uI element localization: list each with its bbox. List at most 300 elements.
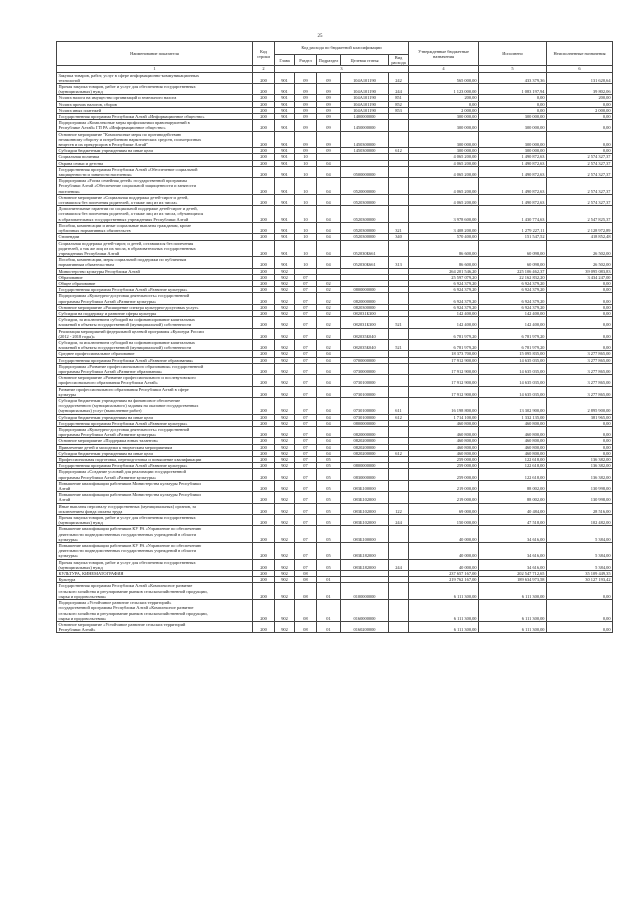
approved-amount-cell: 1 714 100,00 (409, 414, 479, 420)
approved-amount-cell: 86 600,00 (409, 257, 479, 268)
section-cell: 10 (295, 178, 317, 195)
line-code-cell: 200 (253, 317, 275, 328)
indicator-name-line: Социальная политика (58, 154, 100, 160)
subsection-cell: 05 (317, 480, 341, 491)
indicator-name-line: Республики Алтай» (58, 627, 96, 633)
line-code-cell: 200 (253, 274, 275, 280)
executed-amount-cell: 60 098,00 (479, 257, 547, 268)
indicator-name-line: Реализация мероприятий федеральной целевой программы «Культура России (58, 328, 204, 334)
indicator-name-line: государственного (муниципального) задания на оказание государственных (58, 403, 199, 409)
unexecuted-amount-cell: 136 382,00 (547, 457, 613, 463)
chapter-cell: 902 (275, 559, 295, 570)
table-row (57, 131, 613, 148)
approved-amount-cell: 259 000,00 (409, 457, 479, 463)
executed-amount-cell: 1 332 135,00 (479, 414, 547, 420)
unexecuted-amount-cell: 2 895 900,00 (547, 397, 613, 414)
target-item-cell: 0730100000 (341, 397, 389, 414)
indicator-name-line: Стипендии (58, 234, 80, 240)
unexecuted-amount-cell: 0,00 (547, 339, 613, 350)
executed-amount-cell: 15 095 835,00 (479, 351, 547, 357)
expense-type-cell (389, 600, 409, 622)
section-cell: 10 (295, 166, 317, 177)
indicator-name-cell (57, 293, 253, 304)
executed-amount-cell: 300 000,00 (479, 148, 547, 154)
indicator-name-line: в образовательных государственных учреждениях Республики Алтай (58, 216, 189, 222)
indicator-name-line: Алтай (58, 497, 71, 503)
executed-amount-cell: 122 618,00 (479, 457, 547, 463)
line-code-cell: 200 (253, 160, 275, 166)
subsection-cell: 05 (317, 503, 341, 514)
indicator-name-cell (57, 178, 253, 195)
chapter-cell: 901 (275, 84, 295, 95)
subsection-cell: 05 (317, 559, 341, 570)
report-body (57, 72, 613, 633)
chapter-cell: 902 (275, 397, 295, 414)
target-item-cell: 1450000000 (341, 120, 389, 131)
unexecuted-amount-cell: 2 574 327,37 (547, 154, 613, 160)
target-item-cell: 104A101190 (341, 101, 389, 107)
indicator-name-line: Среднее профессиональное образование (58, 351, 135, 357)
indicator-name-cell (57, 166, 253, 177)
indicator-name-line: Основное мероприятие «Развитие профессионального и послевузовского (58, 375, 196, 381)
table-row (57, 293, 613, 304)
section-cell: 07 (295, 304, 317, 310)
subsection-cell: 04 (317, 234, 341, 240)
target-item-cell: 0820200000 (341, 444, 389, 450)
chapter-cell: 901 (275, 131, 295, 148)
expense-type-cell (389, 543, 409, 560)
chapter-cell: 902 (275, 621, 295, 632)
indicator-name-line: Пособия, компенсации и иные социальные выплаты гражданам, кроме (58, 222, 191, 228)
indicator-name-line: публичных нормативных обязательств (58, 228, 131, 234)
executed-amount-cell: 6 111 300,00 (479, 583, 547, 600)
executed-amount-cell: 34 616,00 (479, 543, 547, 560)
executed-amount-cell: 6 111 300,00 (479, 621, 547, 632)
chapter-cell: 901 (275, 120, 295, 131)
executed-amount-cell: 142 400,00 (479, 310, 547, 316)
approved-amount-cell: 6 924 379,20 (409, 293, 479, 304)
target-item-cell: 082031Б300 (341, 317, 389, 328)
subsection-cell: 01 (317, 600, 341, 622)
line-code-cell: 200 (253, 438, 275, 444)
approved-amount-cell: 86 600,00 (409, 240, 479, 257)
subsection-cell: 09 (317, 101, 341, 107)
indicator-name-line: Государственная программа Республики Алтай «Обеспечение социальной (58, 166, 198, 172)
executed-amount-cell: 40 484,00 (479, 503, 547, 514)
section-cell: 07 (295, 457, 317, 463)
target-item-cell: 0820000000 (341, 427, 389, 438)
unexecuted-amount-cell: 2 574 327,37 (547, 194, 613, 205)
table-row (57, 84, 613, 95)
indicator-name-line: Повышение квалификации работников Министерства культуры Республики (58, 492, 201, 498)
section-cell: 07 (295, 274, 317, 280)
subsection-cell: 04 (317, 357, 341, 363)
executed-amount-cell: 1 490 872,63 (479, 194, 547, 205)
table-row (57, 543, 613, 560)
section-cell: 09 (295, 107, 317, 113)
subsection-cell: 04 (317, 427, 341, 438)
approved-amount-cell: 6 924 379,20 (409, 287, 479, 293)
section-cell: 07 (295, 397, 317, 414)
table-row (57, 600, 613, 622)
line-code-cell: 200 (253, 287, 275, 293)
subsection-cell: 02 (317, 293, 341, 304)
indicator-name-line: культуры (58, 391, 76, 397)
unexecuted-amount-cell: 2 574 327,37 (547, 160, 613, 166)
target-item-cell: 0800000000 (341, 287, 389, 293)
expense-type-cell (389, 469, 409, 480)
expense-type-cell (389, 375, 409, 386)
target-item-cell: 082031Б300 (341, 310, 389, 316)
expense-type-cell: 612 (389, 148, 409, 154)
expense-type-cell (389, 480, 409, 491)
subsection-cell: 04 (317, 240, 341, 257)
line-code-cell: 200 (253, 503, 275, 514)
approved-amount-cell: 6 111 300,00 (409, 621, 479, 632)
indicator-name-line: Основное мероприятие «Социальная поддержка детей-сирот и детей, (58, 194, 189, 200)
unexecuted-amount-cell: 2 000,00 (547, 107, 613, 113)
unexecuted-amount-cell: 26 502,00 (547, 240, 613, 257)
chapter-cell: 902 (275, 310, 295, 316)
subsection-cell: 02 (317, 328, 341, 339)
line-code-cell: 200 (253, 328, 275, 339)
line-code-cell: 200 (253, 427, 275, 438)
unexecuted-amount-cell: 0,00 (547, 148, 613, 154)
unexecuted-amount-cell: 0,00 (547, 120, 613, 131)
target-item-cell: 082035Б040 (341, 328, 389, 339)
expense-type-cell: 122 (389, 503, 409, 514)
line-code-cell: 200 (253, 375, 275, 386)
subsection-cell: 01 (317, 577, 341, 583)
approved-amount-cell: 460 800,00 (409, 420, 479, 426)
line-code-cell: 200 (253, 463, 275, 469)
unexecuted-amount-cell: 0,00 (547, 293, 613, 304)
indicator-name-line: Повышение квалификации работников КУ РА «Управление по обеспечению (58, 526, 202, 532)
subsection-cell: 05 (317, 463, 341, 469)
col-number: 1 (57, 66, 253, 72)
expense-type-cell (389, 526, 409, 543)
indicator-name-cell (57, 526, 253, 543)
line-code-cell: 200 (253, 206, 275, 223)
target-item-cell: 0800000000 (341, 463, 389, 469)
indicator-name-line: Пособия, компенсации, меры социальной поддержки по публичным (58, 257, 187, 263)
unexecuted-amount-cell: 0,00 (547, 438, 613, 444)
line-code-cell: 200 (253, 414, 275, 420)
indicator-name-cell (57, 397, 253, 414)
section-cell: 09 (295, 84, 317, 95)
section-cell: 07 (295, 450, 317, 456)
unexecuted-amount-cell: 0,00 (547, 427, 613, 438)
subsection-cell: 01 (317, 583, 341, 600)
section-cell: 07 (295, 351, 317, 357)
subsection-cell: 02 (317, 317, 341, 328)
indicator-name-line: Уплата налога на имущество организаций и земельного налога (58, 95, 177, 101)
approved-amount-cell: 25 597 079,20 (409, 274, 479, 280)
executed-amount-cell: 433 379,36 (479, 72, 547, 83)
section-cell: 07 (295, 526, 317, 543)
indicator-name-cell (57, 317, 253, 328)
line-code-cell: 200 (253, 480, 275, 491)
approved-amount-cell: 259 000,00 (409, 463, 479, 469)
col-header-target-item: Целевая статья (341, 55, 389, 66)
chapter-cell: 902 (275, 328, 295, 339)
indicator-name-line: государственной программы Республики Алтай «Комплексное развитие (58, 605, 194, 611)
line-code-cell: 200 (253, 222, 275, 233)
target-item-cell: 0730000000 (341, 363, 389, 374)
chapter-cell: 902 (275, 357, 295, 363)
approved-amount-cell: 1 123 000,00 (409, 84, 479, 95)
executed-amount-cell: 300 000,00 (479, 114, 547, 120)
chapter-cell: 901 (275, 95, 295, 101)
subsection-cell: 04 (317, 414, 341, 420)
unexecuted-amount-cell: 0,00 (547, 444, 613, 450)
line-code-cell: 200 (253, 469, 275, 480)
line-code-cell: 200 (253, 84, 275, 95)
chapter-cell: 902 (275, 280, 295, 286)
indicator-name-line: Подпрограмма «Устойчивое развитие сельских территорий» (58, 600, 172, 606)
table-row (57, 328, 613, 339)
line-code-cell: 200 (253, 131, 275, 148)
executed-amount-cell: 225 106 462,37 (479, 268, 547, 274)
target-item-cell: 0820200000 (341, 450, 389, 456)
executed-amount-cell: 0,00 (479, 95, 547, 101)
chapter-cell: 902 (275, 492, 295, 503)
target-item-cell: 0730100000 (341, 375, 389, 386)
approved-amount-cell: 40 000,00 (409, 543, 479, 560)
table-row (57, 397, 613, 414)
unexecuted-amount-cell: 130 998,00 (547, 492, 613, 503)
unexecuted-amount-cell: 0,00 (547, 101, 613, 107)
indicator-name-line: Алтай (58, 486, 71, 492)
executed-amount-cell: 1 279 227,11 (479, 222, 547, 233)
indicator-name-cell (57, 543, 253, 560)
target-item-cell: 0500000000 (341, 166, 389, 177)
indicator-name-line: Уплата иных платежей (58, 107, 102, 113)
subsection-cell: 09 (317, 114, 341, 120)
indicator-name-cell (57, 84, 253, 95)
executed-amount-cell: 122 618,00 (479, 463, 547, 469)
line-code-cell: 200 (253, 234, 275, 240)
indicator-name-line: Подпрограмма «Forма семейная детей» государственной программы (58, 178, 188, 184)
subsection-cell: 04 (317, 166, 341, 177)
unexecuted-amount-cell: 0,00 (547, 310, 613, 316)
indicator-name-line: учреждениях Республики Алтай (58, 250, 120, 256)
approved-amount-cell: 6 781 979,20 (409, 328, 479, 339)
table-row (57, 206, 613, 223)
unexecuted-amount-cell: 418 852,48 (547, 234, 613, 240)
target-item-cell: 083Б182000 (341, 559, 389, 570)
section-cell: 07 (295, 363, 317, 374)
indicator-name-line: Республике Алтай» ГП РА «Информационное общество» (58, 125, 166, 131)
line-code-cell: 200 (253, 351, 275, 357)
line-code-cell: 200 (253, 450, 275, 456)
expense-type-cell (389, 166, 409, 177)
chapter-cell: 901 (275, 194, 295, 205)
approved-amount-cell: 219 000,00 (409, 492, 479, 503)
approved-amount-cell: 4 065 200,00 (409, 154, 479, 160)
unexecuted-amount-cell: 35 109 449,35 (547, 571, 613, 577)
section-cell: 08 (295, 621, 317, 632)
expense-type-cell (389, 386, 409, 397)
indicator-name-line: (муниципальных) нужд (58, 564, 103, 570)
target-item-cell: 0820000000 (341, 293, 389, 304)
indicator-name-line: деятельности подведомственных государственных учреждений в области (58, 548, 196, 554)
expense-type-cell: 851 (389, 95, 409, 101)
expense-type-cell: 340 (389, 234, 409, 240)
section-cell: 10 (295, 160, 317, 166)
section-cell: 07 (295, 420, 317, 426)
indicator-name-line: Культура (58, 577, 76, 583)
executed-amount-cell: 22 162 832,20 (479, 274, 547, 280)
expense-type-cell (389, 194, 409, 205)
indicator-name-line: Прочая закупка товаров, работ и услуг для обеспечения государственных (58, 84, 196, 90)
section-cell: 07 (295, 480, 317, 491)
section-cell: 07 (295, 515, 317, 526)
chapter-cell: 902 (275, 293, 295, 304)
indicator-name-line: (муниципальных) нужд (58, 89, 103, 95)
expense-type-cell (389, 206, 409, 223)
target-item-cell: 1450300000 (341, 131, 389, 148)
chapter-cell: 902 (275, 351, 295, 357)
col-number: 4 (409, 66, 479, 72)
table-row (57, 257, 613, 268)
target-item-cell: 1400000000 (341, 114, 389, 120)
executed-amount-cell: 202 547 712,65 (479, 571, 547, 577)
line-code-cell: 200 (253, 280, 275, 286)
table-row (57, 178, 613, 195)
section-cell: 09 (295, 72, 317, 83)
line-code-cell: 200 (253, 304, 275, 310)
section-cell: 07 (295, 339, 317, 350)
indicator-name-cell (57, 120, 253, 131)
section-cell: 09 (295, 131, 317, 148)
unexecuted-amount-cell: 3 277 865,00 (547, 375, 613, 386)
indicator-name-cell (57, 240, 253, 257)
indicator-name-line: культуры» (58, 536, 78, 542)
executed-amount-cell: 1 490 872,63 (479, 154, 547, 160)
expense-type-cell: 244 (389, 84, 409, 95)
table-row (57, 375, 613, 386)
subsection-cell: 04 (317, 206, 341, 223)
target-item-cell: 0830000000 (341, 469, 389, 480)
unexecuted-amount-cell: 0,00 (547, 287, 613, 293)
unexecuted-amount-cell: 2 128 972,89 (547, 222, 613, 233)
line-code-cell: 200 (253, 386, 275, 397)
target-item-cell: 0730100000 (341, 386, 389, 397)
approved-amount-cell: 69 000,00 (409, 503, 479, 514)
chapter-cell: 902 (275, 420, 295, 426)
expense-type-cell (389, 240, 409, 257)
expense-type-cell: 612 (389, 414, 409, 420)
unexecuted-amount-cell: 26 502,00 (547, 257, 613, 268)
subsection-cell: 04 (317, 351, 341, 357)
indicator-name-line: Субсидии бюджетным учреждениям на иные цели (58, 148, 153, 154)
approved-amount-cell: 142 400,00 (409, 317, 479, 328)
table-row (57, 240, 613, 257)
approved-amount-cell: 259 000,00 (409, 469, 479, 480)
line-code-cell: 200 (253, 194, 275, 205)
indicator-name-line: Государственная программа Республики Алтай «Информационное общество» (58, 114, 205, 120)
indicator-name-line: сырья и продовольствия» (58, 615, 107, 621)
line-code-cell: 200 (253, 457, 275, 463)
unexecuted-amount-cell: 0,00 (547, 583, 613, 600)
line-code-cell: 200 (253, 72, 275, 83)
approved-amount-cell: 17 912 900,00 (409, 363, 479, 374)
expense-type-cell: 853 (389, 107, 409, 113)
line-code-cell: 200 (253, 101, 275, 107)
chapter-cell: 901 (275, 154, 295, 160)
chapter-cell: 901 (275, 178, 295, 195)
indicator-name-line: Подпрограмма «Комплексные меры профилактики правонарушений в (58, 120, 190, 126)
indicator-name-line: Субсидии бюджетным учреждениям на иные цели (58, 414, 153, 420)
subsection-cell: 05 (317, 526, 341, 543)
indicator-name-line: сельского хозяйства и регулирование рынков сельскохозяйственной продукции, (58, 588, 208, 594)
table-row (57, 526, 613, 543)
approved-amount-cell: 17 912 900,00 (409, 375, 479, 386)
table-row (57, 503, 613, 514)
section-cell: 07 (295, 543, 317, 560)
line-code-cell: 200 (253, 310, 275, 316)
expense-type-cell: 244 (389, 515, 409, 526)
col-header-expense-type: Вид расхода (389, 55, 409, 66)
indicator-name-line: профессионального образования Республики Алтай» (58, 380, 158, 386)
line-code-cell: 200 (253, 120, 275, 131)
approved-amount-cell: 40 000,00 (409, 559, 479, 570)
indicator-name-line: Развитие профессионального образования Республики Алтай в сфере (58, 386, 189, 392)
expense-type-cell: 612 (389, 450, 409, 456)
line-code-cell: 200 (253, 526, 275, 543)
indicator-name-line: Субсидии бюджетным учреждениям на финансовое обеспечение (58, 397, 181, 403)
indicator-name-line: Уплата прочих налогов, сборов (58, 101, 117, 107)
unexecuted-amount-cell: 2 547 825,37 (547, 206, 613, 223)
section-cell: 10 (295, 154, 317, 160)
table-row (57, 386, 613, 397)
section-cell: 07 (295, 503, 317, 514)
executed-amount-cell: 14 635 035,00 (479, 363, 547, 374)
indicator-name-cell (57, 131, 253, 148)
executed-amount-cell: 47 518,00 (479, 515, 547, 526)
indicator-name-cell (57, 492, 253, 503)
table-row (57, 194, 613, 205)
executed-amount-cell: 142 400,00 (479, 317, 547, 328)
unexecuted-amount-cell: 0,00 (547, 114, 613, 120)
executed-amount-cell: 1 490 872,63 (479, 166, 547, 177)
indicator-name-line: Повышение квалификации работников КУ РА «Управление по обеспечению (58, 543, 202, 549)
executed-amount-cell: 34 616,00 (479, 559, 547, 570)
unexecuted-amount-cell: 0,00 (547, 420, 613, 426)
indicator-name-line: Министерство культуры Республики Алтай (58, 268, 140, 274)
executed-amount-cell: 189 634 973,58 (479, 577, 547, 583)
chapter-cell: 901 (275, 101, 295, 107)
executed-amount-cell: 460 800,00 (479, 427, 547, 438)
subsection-cell: 04 (317, 420, 341, 426)
indicator-name-line: Основное мероприятие "Комплексные меры по противодействию (58, 131, 182, 137)
expenditure-report-table (56, 41, 613, 633)
subsection-cell: 04 (317, 397, 341, 414)
indicator-name-line: Подпрограмма «Развитие профессионального образования» государственной (58, 363, 204, 369)
chapter-cell: 901 (275, 160, 295, 166)
unexecuted-amount-cell: 3 277 865,00 (547, 351, 613, 357)
section-cell: 07 (295, 310, 317, 316)
subsection-cell: 05 (317, 515, 341, 526)
executed-amount-cell: 60 098,00 (479, 240, 547, 257)
executed-amount-cell: 34 616,00 (479, 526, 547, 543)
target-item-cell: 104A101190 (341, 95, 389, 101)
chapter-cell: 901 (275, 257, 295, 268)
line-code-cell: 200 (253, 166, 275, 177)
indicator-name-line: Подпрограмма «Создание условий для реализации государственной (58, 469, 186, 475)
approved-amount-cell: 4 065 200,00 (409, 194, 479, 205)
